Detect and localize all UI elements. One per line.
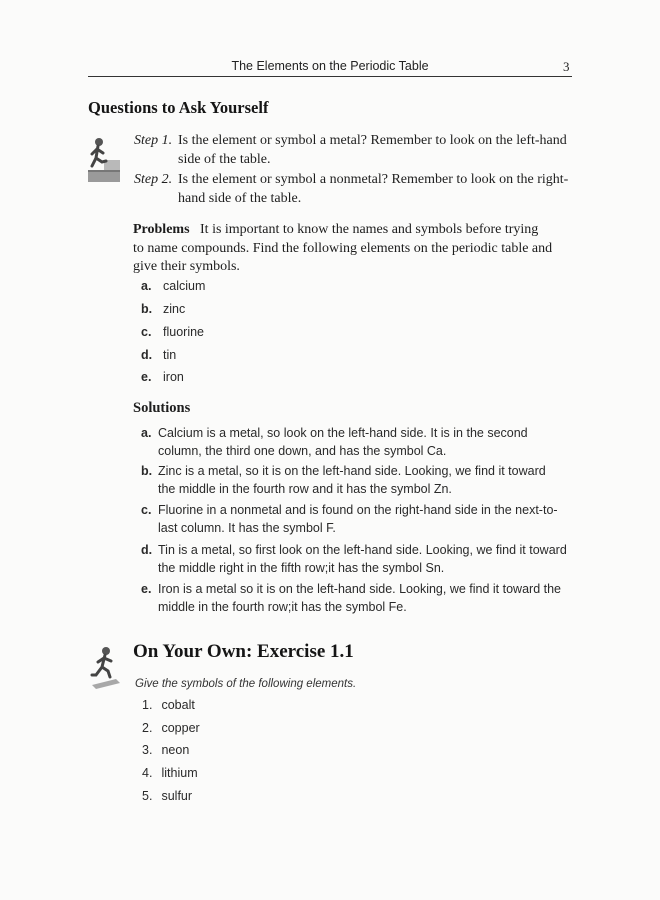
item-letter: a.: [141, 426, 152, 440]
solution-line: the middle right in the fifth row;it has the symbol Sn.: [158, 561, 445, 575]
step-2: [134, 170, 584, 210]
item-letter: b.: [141, 464, 153, 478]
step-text: [178, 170, 576, 208]
step-label: Step 2.: [134, 172, 173, 187]
solution-line: Zinc is a metal, so it is on the left-hand side. Looking, we find it toward: [158, 464, 546, 478]
exercise-item: [142, 789, 192, 803]
problems-label: Problems: [133, 222, 190, 237]
item-text: cobalt: [161, 698, 195, 712]
section-heading-questions: Questions to Ask Yourself: [88, 98, 269, 117]
step-1: [134, 131, 584, 171]
step-line: Is the element or symbol a nonmetal? Remember to look on the right-: [178, 172, 569, 187]
exercise-item: [142, 721, 200, 735]
solutions-heading: Solutions: [133, 400, 191, 416]
item-text: lithium: [161, 766, 198, 780]
running-figure-icon: [86, 645, 126, 691]
item-number: 2.: [142, 721, 153, 735]
problem-item: [141, 370, 184, 384]
step-line: hand side of the table.: [178, 191, 302, 206]
problem-item: [141, 325, 204, 339]
solution-line: middle in the fourth row;it has the symbol Fe.: [158, 600, 407, 614]
exercise-item: [142, 766, 198, 780]
item-number: 3.: [142, 743, 153, 757]
problems-text: It is important to know the names and symbols before trying: [200, 222, 539, 237]
item-text: tin: [163, 348, 177, 362]
solution-line: Fluorine in a nonmetal and is found on the right-hand side in the next-to-: [158, 503, 558, 517]
item-letter: d.: [141, 543, 153, 557]
item-text: fluorine: [163, 325, 204, 339]
step-label: Step 1.: [134, 133, 173, 148]
problem-item: [141, 279, 205, 293]
item-letter: c.: [141, 503, 152, 517]
item-number: 4.: [142, 766, 153, 780]
item-letter: b.: [141, 302, 153, 316]
solution-item: [141, 501, 575, 537]
page-number: 3: [563, 59, 570, 74]
item-letter: e.: [141, 582, 152, 596]
solution-line: Iron is a metal so it is on the left-hand side. Looking, we find it toward the: [158, 582, 561, 596]
problems-line: give their symbols.: [133, 259, 240, 274]
item-letter: a.: [141, 279, 152, 293]
solution-line: Tin is a metal, so first look on the left-hand side. Looking, we find it toward: [158, 543, 567, 557]
running-header-title: The Elements on the Periodic Table: [231, 59, 429, 73]
item-text: neon: [161, 743, 190, 757]
item-number: 5.: [142, 789, 153, 803]
solution-item: [141, 462, 575, 498]
exercise-instruction: Give the symbols of the following elements.: [135, 678, 357, 690]
exercise-title: On Your Own: Exercise 1.1: [133, 641, 354, 662]
exercise-item: [142, 743, 189, 757]
problem-item: [141, 348, 176, 362]
item-number: 1.: [142, 698, 153, 712]
stair-climber-icon: [84, 134, 124, 180]
problem-item: [141, 302, 185, 316]
item-text: sulfur: [161, 789, 193, 803]
exercise-item: [142, 698, 195, 712]
item-letter: e.: [141, 370, 152, 384]
solution-line: column, the third one down, and has the symbol Ca.: [158, 444, 447, 458]
item-text: iron: [163, 370, 184, 384]
step-text: [178, 131, 576, 169]
item-text: zinc: [163, 302, 186, 316]
item-letter: c.: [141, 325, 152, 339]
problems-line: [133, 221, 583, 240]
item-text: calcium: [163, 279, 206, 293]
problems-line: to name compounds. Find the following elements on the periodic table and: [133, 240, 553, 256]
item-letter: d.: [141, 348, 153, 362]
solution-item: [141, 580, 575, 616]
solution-line: the middle in the fourth row and it has the symbol Zn.: [158, 482, 452, 496]
problems-paragraph: [133, 221, 583, 277]
solution-line: last column. It has the symbol F.: [158, 521, 336, 535]
item-text: copper: [161, 721, 200, 735]
step-line: Is the element or symbol a metal? Remember to look on the left-hand: [178, 133, 567, 148]
solution-item: [141, 541, 575, 577]
step-line: side of the table.: [178, 152, 271, 167]
solution-line: Calcium is a metal, so look on the left-hand side. It is in the second: [158, 426, 528, 440]
header-rule: [88, 76, 572, 77]
solution-item: [141, 424, 575, 460]
